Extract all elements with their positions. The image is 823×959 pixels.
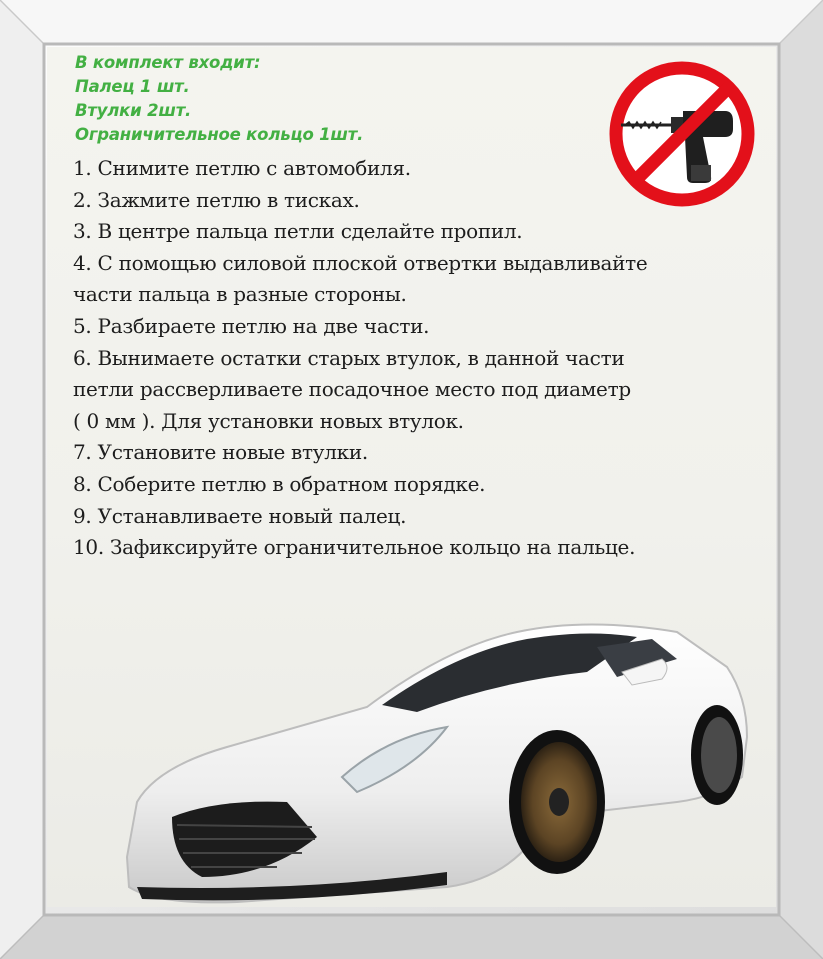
step-6: 6. Вынимаете остатки старых втулок, в данной части xyxy=(73,345,625,370)
instruction-steps xyxy=(73,153,776,564)
step-8: 8. Соберите петлю в обратном порядке. xyxy=(73,471,486,496)
step-1: 1. Снимите петлю с автомобиля. xyxy=(73,156,411,180)
kit-item-pin: Палец 1 шт. xyxy=(75,77,190,96)
step-6-continued-2: ( 0 мм ). Для установки новых втулок. xyxy=(73,408,464,433)
step-4-continued: части пальца в разные стороны. xyxy=(73,282,407,307)
kit-contents xyxy=(75,51,363,147)
step-10: 10. Зафиксируйте ограничительное кольцо на пальце. xyxy=(73,535,636,560)
step-9: 9. Устанавливаете новый палец. xyxy=(73,503,407,528)
step-3: 3. В центре пальца петли сделайте пропил. xyxy=(73,219,523,244)
step-6-continued: петли рассверливаете посадочное место под диаметр xyxy=(73,377,631,402)
kit-item-bushings: Втулки 2шт. xyxy=(75,101,192,120)
car-illustration xyxy=(117,587,757,907)
step-7: 7. Установите новые втулки. xyxy=(73,440,368,465)
step-2: 2. Зажмите петлю в тисках. xyxy=(73,187,360,212)
kit-heading: В комплект входит: xyxy=(75,53,261,72)
step-5: 5. Разбираете петлю на две части. xyxy=(73,313,430,338)
kit-item-ring: Ограничительное кольцо 1шт. xyxy=(75,125,364,144)
step-4: 4. С помощью силовой плоской отвертки выдавливайте xyxy=(73,250,648,275)
instruction-sheet xyxy=(47,47,776,907)
